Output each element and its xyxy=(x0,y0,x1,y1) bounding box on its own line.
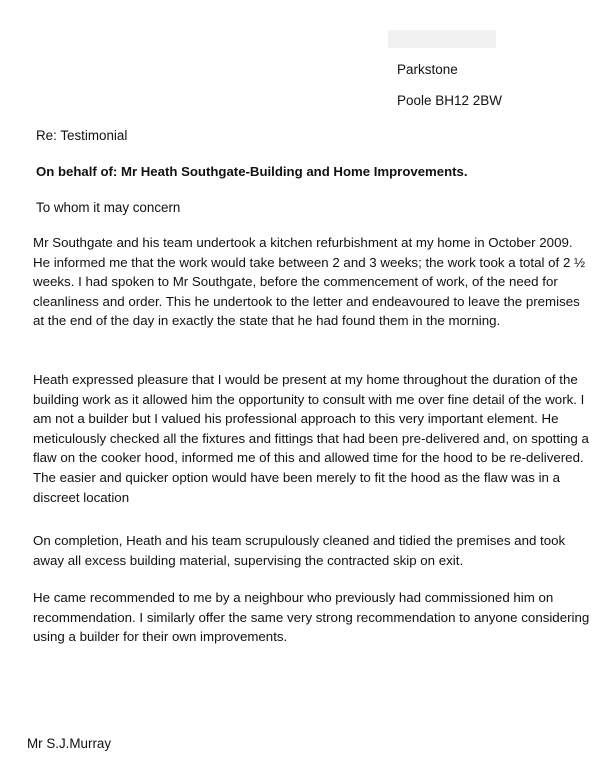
paragraph-4: He came recommended to me by a neighbour who previously had commissioned him on recommendation. I similarly offer the same very strong recommendation to anyone considering using a builder for their own improvements. xyxy=(33,590,590,645)
address-line-postcode: Poole BH12 2BW xyxy=(397,93,503,108)
signature-name: Mr S.J.Murray xyxy=(27,736,112,751)
paragraph-1: Mr Southgate and his team undertook a kitchen refurbishment at my home in October 2009. He informed me that the work would take between 2 and 3 weeks; the work took a total of 2 ½ weeks. I had spoken to Mr Southgate, before the commencement of work, of the need for cleanliness and order. This he undertook to the letter and endeavoured to leave the premises at the end of the day in exactly the state that he had found them in the morning. xyxy=(33,235,586,329)
subject-line: Re: Testimonial xyxy=(36,128,128,143)
address-line-town: Parkstone xyxy=(397,62,458,77)
greeting-line: To whom it may concern xyxy=(36,200,181,215)
redacted-address-line xyxy=(388,30,496,48)
on-behalf-line: On behalf of: Mr Heath Southgate-Building and Home Improvements. xyxy=(36,164,468,179)
paragraph-2: Heath expressed pleasure that I would be present at my home throughout the duration of the building work as it allowed him the opportunity to consult with me over fine detail of the work. I am not a builder but I valued his professional approach to this very important element. He meticulously checked all the fixtures and fittings that had been pre-delivered and, on spotting a flaw on the cooker hood, informed me of this and allowed time for the hood to be re-delivered. The easier and quicker option would have been merely to fit the hood as the flaw was in a discreet location xyxy=(33,372,589,505)
paragraph-3: On completion, Heath and his team scrupulously cleaned and tidied the premises and took away all excess building material, supervising the contracted skip on exit. xyxy=(33,533,566,568)
